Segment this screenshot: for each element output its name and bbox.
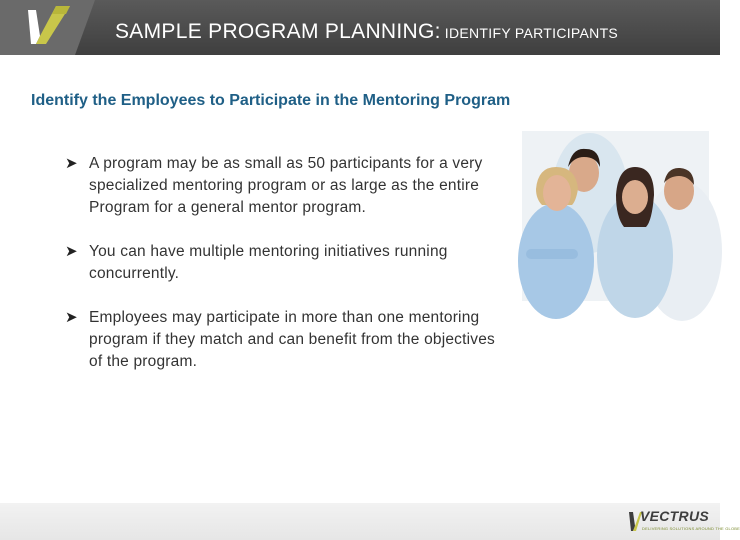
bullet-list — [67, 153, 507, 395]
participants-photo — [522, 131, 709, 301]
vectrus-v-logo — [0, 0, 95, 55]
bullet-item — [67, 241, 507, 285]
header-bar — [0, 0, 720, 55]
footer-brand: VECTRUS — [640, 508, 709, 524]
title-main: SAMPLE PROGRAM PLANNING: — [115, 20, 441, 43]
arrow-bullet-icon: ➤ — [65, 155, 78, 172]
bullet-item — [67, 307, 507, 373]
arrow-bullet-icon: ➤ — [65, 243, 78, 260]
bullet-text: You can have multiple mentoring initiatives running concurrently. — [89, 243, 448, 282]
bullet-item — [67, 153, 507, 219]
page-title — [115, 20, 618, 44]
arrow-bullet-icon: ➤ — [65, 309, 78, 326]
section-heading: Identify the Employees to Participate in the Mentoring Program — [31, 92, 511, 109]
title-sub: IDENTIFY PARTICIPANTS — [444, 25, 619, 41]
bullet-text: A program may be as small as 50 participants for a very specialized mentoring program or as large as the entire Program for a general mentor program. — [89, 155, 483, 216]
bullet-text: Employees may participate in more than one mentoring program if they match and can benefit from the objectives of the program. — [89, 309, 495, 370]
footer-bar — [0, 503, 720, 540]
footer-tagline: DELIVERING SOLUTIONS AROUND THE GLOBE — [642, 526, 740, 531]
